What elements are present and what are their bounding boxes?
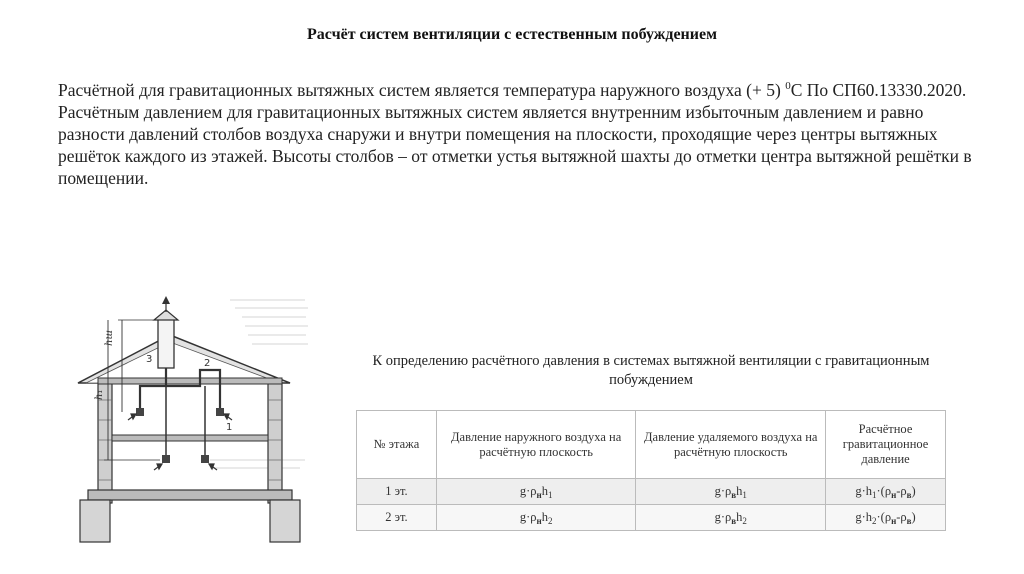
cell-floor: 1 эт. bbox=[357, 479, 437, 505]
cell-gravity-formula: $g\cdot h_2\cdot(\rho_н-\rho_в)$ bbox=[826, 505, 946, 531]
table-row bbox=[357, 505, 946, 531]
cell-floor: 2 эт. bbox=[357, 505, 437, 531]
table-header-row bbox=[357, 411, 946, 479]
table-row bbox=[357, 479, 946, 505]
diagram-label-2: 2 bbox=[204, 358, 211, 369]
header-outer-pressure: Давление наружного воздуха на расчётную плоскость bbox=[436, 411, 636, 479]
cell-gravity-formula: $g\cdot h_1\cdot(\rho_н-\rho_в)$ bbox=[826, 479, 946, 505]
building-ventilation-diagram bbox=[70, 290, 320, 552]
diagram-label-1: 1 bbox=[226, 422, 233, 433]
cell-inner-formula: $g\cdot\rho_вh_2$ bbox=[636, 505, 826, 531]
header-floor: № этажа bbox=[357, 411, 437, 479]
header-gravity-pressure: Расчётное гравитационное давление bbox=[826, 411, 946, 479]
diagram-label-3: 3 bbox=[146, 354, 153, 365]
table-caption: К определению расчётного давления в системах вытяжной вентиляции с гравитационным побуждением bbox=[372, 353, 930, 388]
cell-outer-formula: $g\cdot\rho_нh_1$ bbox=[436, 479, 636, 505]
paragraph-pressure: Расчётным давлением для гравитационных вытяжных систем является внутренним избыточным давлением и равно разности давлений столбов воздуха снаружи и внутри помещения на плоскости, проходящие через центры вытяжных решёток каждого из этажей. Высоты столбов – от отметки устья вытяжной шахты до отметки центра вытяжной решётки в помещении. bbox=[58, 101, 972, 188]
slide-title: Расчёт систем вентиляции с естественным побуждением bbox=[307, 26, 717, 43]
paragraph-temperature: Расчётной для гравитационных вытяжных систем является температура наружного воздуха (+ 5) $^0$С По СП60.13330.2020. bbox=[58, 79, 967, 100]
cell-outer-formula: $g\cdot\rho_нh_2$ bbox=[436, 505, 636, 531]
header-inner-pressure: Давление удаляемого воздуха на расчётную плоскость bbox=[636, 411, 826, 479]
pressure-table bbox=[356, 410, 946, 531]
dimension-label-hsh: hш bbox=[104, 330, 115, 346]
cell-inner-formula: $g\cdot\rho_вh_1$ bbox=[636, 479, 826, 505]
description-text bbox=[58, 75, 978, 189]
dimension-label-h1: h₁ bbox=[94, 389, 105, 400]
